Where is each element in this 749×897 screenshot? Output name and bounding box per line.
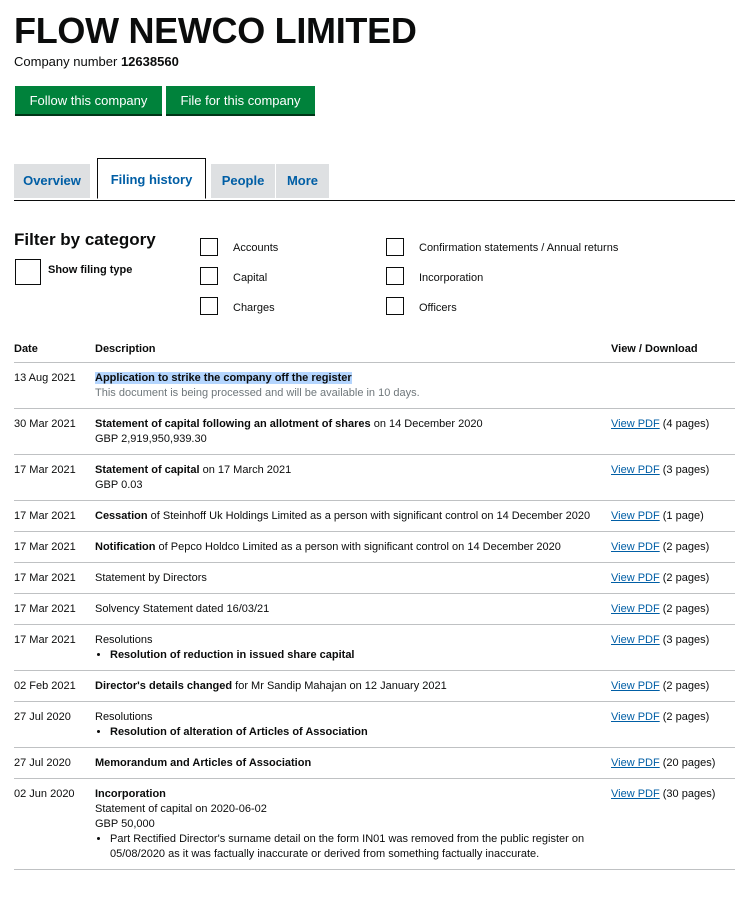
incorporation-checkbox[interactable] — [386, 267, 404, 285]
table-row — [14, 363, 735, 409]
page-count: (3 pages) — [662, 464, 710, 476]
resolution-item: • Resolution of alteration of Articles of Association — [110, 725, 611, 740]
officers-checkbox[interactable] — [386, 297, 404, 315]
table-row — [14, 594, 735, 625]
filing-title: Application to strike the company off the register — [95, 372, 352, 384]
filter-heading: Filter by category — [14, 230, 156, 249]
row-date: 02 Feb 2021 — [14, 671, 95, 702]
company-name: FLOW NEWCO LIMITED — [14, 10, 417, 51]
row-description — [95, 409, 611, 455]
row-description — [95, 501, 611, 532]
page-count: (2 pages) — [662, 680, 710, 692]
filing-detail: for Mr Sandip Mahajan on 12 January 2021 — [232, 680, 447, 692]
filing-title: Cessation — [95, 510, 148, 522]
row-date: 30 Mar 2021 — [14, 409, 95, 455]
table-row — [14, 779, 735, 870]
table-row — [14, 702, 735, 748]
row-description — [95, 625, 611, 671]
page-count: (2 pages) — [662, 603, 710, 615]
charges-label: Charges — [233, 302, 275, 314]
view-pdf-link[interactable]: View PDF — [611, 680, 660, 692]
page-count: (4 pages) — [662, 418, 710, 430]
header-view-download: View / Download — [611, 340, 735, 363]
resolution-item: • Resolution of reduction in issued share capital — [110, 648, 611, 663]
filing-title: Incorporation — [95, 788, 166, 800]
view-pdf-link[interactable]: View PDF — [611, 572, 660, 584]
table-row — [14, 532, 735, 563]
filing-history-table — [14, 340, 735, 870]
accounts-checkbox[interactable] — [200, 238, 218, 256]
page-count: (3 pages) — [662, 634, 710, 646]
row-view — [611, 594, 735, 625]
view-pdf-link[interactable]: View PDF — [611, 634, 660, 646]
company-number — [14, 54, 179, 69]
filing-title: Notification — [95, 541, 156, 553]
filing-title: Statement of capital following an allotment of shares — [95, 418, 371, 430]
confirmation-statements-checkbox[interactable] — [386, 238, 404, 256]
table-row — [14, 748, 735, 779]
company-tabs — [14, 158, 735, 201]
capital-label: Capital — [233, 272, 268, 284]
follow-company-button[interactable]: Follow this company — [15, 86, 162, 116]
row-view — [611, 625, 735, 671]
tab-more[interactable]: More — [276, 164, 329, 198]
filing-capital-statement: Statement of capital on 2020-06-02 — [95, 803, 267, 815]
company-number-value: 12638560 — [120, 54, 179, 69]
incorporation-label: Incorporation — [419, 272, 484, 284]
filing-detail: on 14 December 2020 — [370, 418, 483, 430]
tab-overview[interactable]: Overview — [14, 164, 90, 198]
rectification-note: • Part Rectified Director's surname detail on the form IN01 was removed from the public register on 05/08/2020 as it was factually inaccurate or derived from something factually inaccurate. — [110, 832, 611, 862]
row-date: 17 Mar 2021 — [14, 455, 95, 501]
view-pdf-link[interactable]: View PDF — [611, 541, 660, 553]
rectification-list — [95, 832, 611, 862]
table-row — [14, 625, 735, 671]
page-count: (2 pages) — [662, 541, 710, 553]
row-date: 02 Jun 2020 — [14, 779, 95, 870]
page-count: (1 page) — [662, 510, 704, 522]
row-view — [611, 671, 735, 702]
capital-checkbox[interactable] — [200, 267, 218, 285]
show-filing-type-label: Show filing type — [48, 264, 133, 276]
row-view — [611, 532, 735, 563]
row-date: 27 Jul 2020 — [14, 748, 95, 779]
tab-filing-history[interactable]: Filing history — [97, 158, 206, 199]
view-pdf-link[interactable]: View PDF — [611, 711, 660, 723]
filing-title: Statement of capital — [95, 464, 200, 476]
row-view — [611, 455, 735, 501]
file-for-company-button[interactable]: File for this company — [166, 86, 315, 116]
view-pdf-link[interactable]: View PDF — [611, 603, 660, 615]
row-view — [611, 501, 735, 532]
row-description — [95, 702, 611, 748]
officers-label: Officers — [419, 302, 457, 314]
row-view — [611, 409, 735, 455]
tab-people[interactable]: People — [211, 164, 275, 198]
row-description — [95, 363, 611, 409]
filing-capital: GBP 2,919,950,939.30 — [95, 433, 207, 445]
row-description — [95, 455, 611, 501]
filing-title: Resolutions — [95, 634, 153, 646]
row-date: 17 Mar 2021 — [14, 532, 95, 563]
table-row — [14, 455, 735, 501]
page-count: (2 pages) — [662, 711, 710, 723]
page-count: (2 pages) — [662, 572, 710, 584]
row-description — [95, 563, 611, 594]
page-count: (20 pages) — [662, 757, 716, 769]
resolution-list — [95, 725, 611, 740]
confirmation-statements-label: Confirmation statements / Annual returns — [419, 242, 619, 254]
filing-detail: of Steinhoff Uk Holdings Limited as a person with significant control on 14 December 2020 — [147, 510, 591, 522]
view-pdf-link[interactable]: View PDF — [611, 757, 660, 769]
filing-title: Solvency Statement dated 16/03/21 — [95, 603, 270, 615]
company-number-label: Company number — [14, 54, 118, 69]
row-description — [95, 532, 611, 563]
row-description — [95, 671, 611, 702]
row-view — [611, 702, 735, 748]
filing-title: Memorandum and Articles of Association — [95, 757, 312, 769]
view-pdf-link[interactable]: View PDF — [611, 464, 660, 476]
resolution-list — [95, 648, 611, 663]
filing-detail: of Pepco Holdco Limited as a person with significant control on 14 December 2020 — [155, 541, 561, 553]
row-date: 13 Aug 2021 — [14, 363, 95, 409]
row-view — [611, 748, 735, 779]
filing-title: Director's details changed — [95, 680, 233, 692]
filing-detail: on 17 March 2021 — [199, 464, 292, 476]
header-description: Description — [95, 340, 611, 363]
charges-checkbox[interactable] — [200, 297, 218, 315]
view-pdf-link[interactable]: View PDF — [611, 418, 660, 430]
filing-title: Resolutions — [95, 711, 153, 723]
filing-title: Statement by Directors — [95, 572, 207, 584]
view-pdf-link[interactable]: View PDF — [611, 510, 660, 522]
view-pdf-link[interactable]: View PDF — [611, 788, 660, 800]
header-date: Date — [14, 340, 95, 363]
table-row — [14, 671, 735, 702]
filing-capital: GBP 0.03 — [95, 479, 143, 491]
table-row — [14, 501, 735, 532]
row-view — [611, 779, 735, 870]
row-date: 17 Mar 2021 — [14, 501, 95, 532]
show-filing-type-checkbox[interactable] — [15, 259, 41, 285]
filing-capital: GBP 50,000 — [95, 818, 155, 830]
row-description — [95, 779, 611, 870]
page-count: (30 pages) — [662, 788, 716, 800]
row-date: 27 Jul 2020 — [14, 702, 95, 748]
row-date: 17 Mar 2021 — [14, 594, 95, 625]
row-view — [611, 363, 735, 409]
accounts-label: Accounts — [233, 242, 279, 254]
processing-note: This document is being processed and will be available in 10 days. — [95, 387, 420, 399]
row-description — [95, 594, 611, 625]
table-row — [14, 409, 735, 455]
row-date: 17 Mar 2021 — [14, 625, 95, 671]
table-row — [14, 563, 735, 594]
row-view — [611, 563, 735, 594]
row-date: 17 Mar 2021 — [14, 563, 95, 594]
table-header-row — [14, 340, 735, 363]
row-description — [95, 748, 611, 779]
